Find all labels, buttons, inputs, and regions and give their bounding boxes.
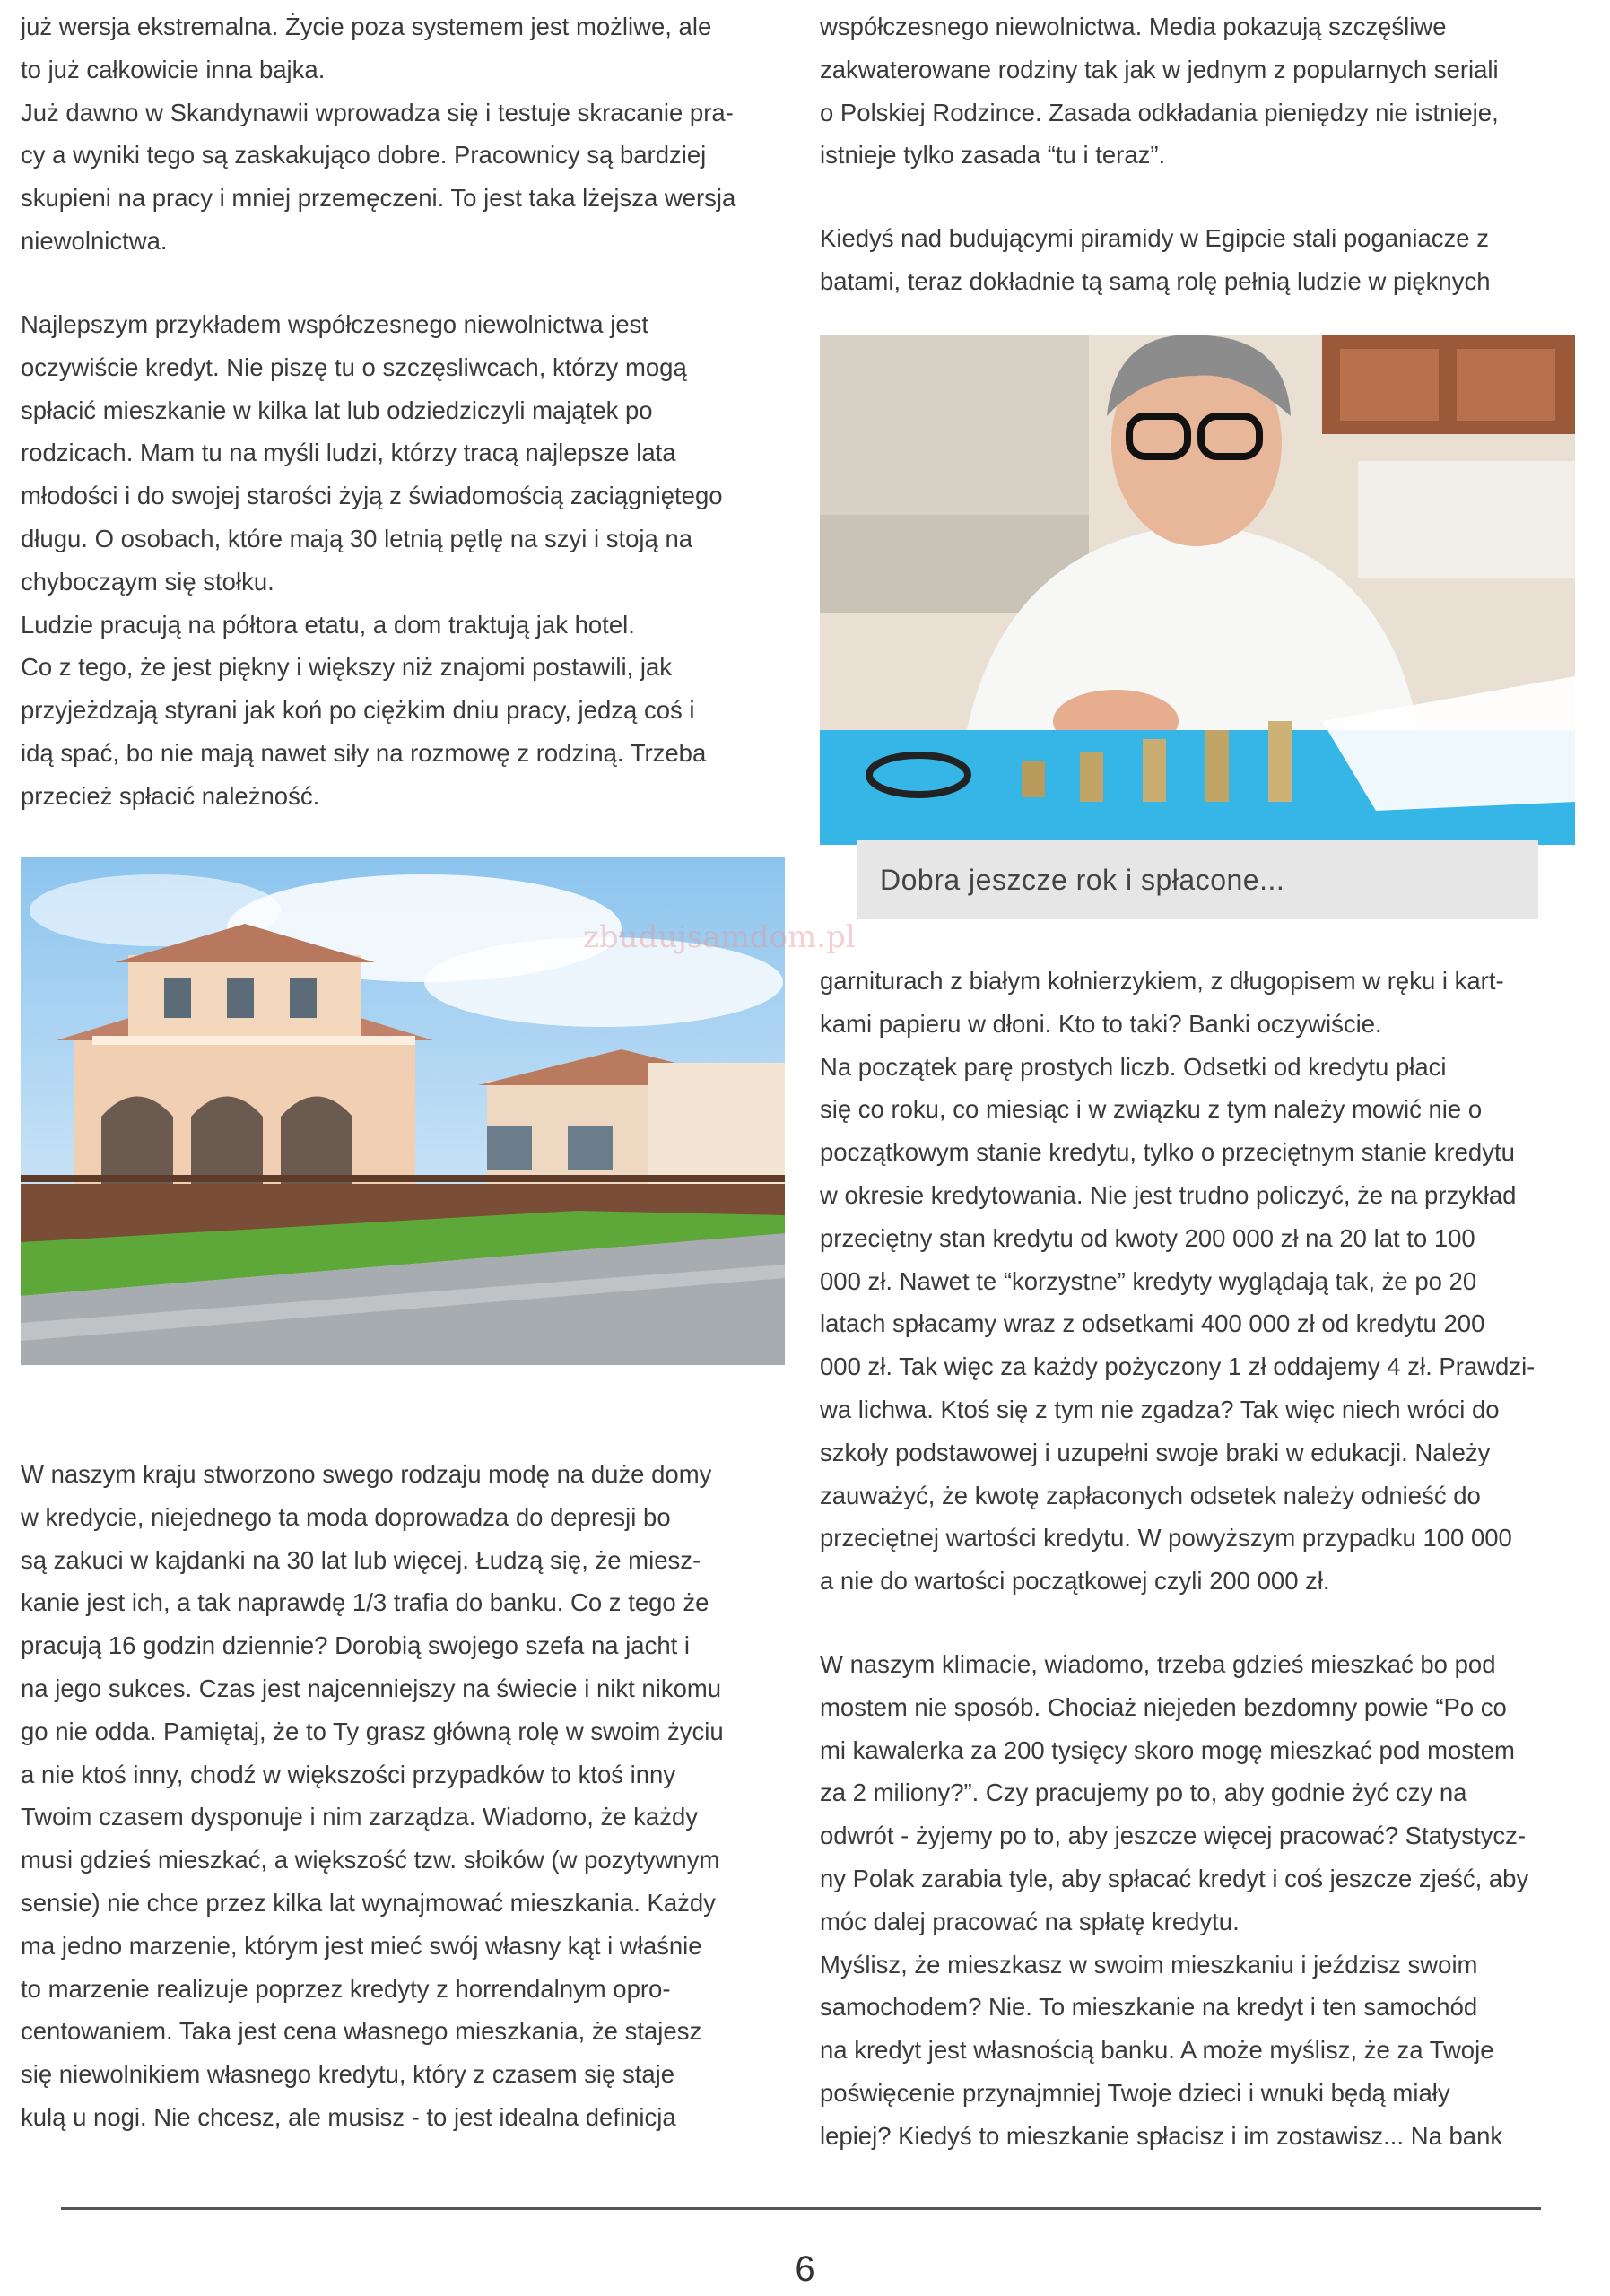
right-paragraph-1 xyxy=(820,5,1589,177)
text-line: na jego sukces. Czas jest najcenniejszy na świecie i nikt nikomu xyxy=(21,1674,722,1702)
photo-caption xyxy=(857,840,1538,919)
text-line: mostem nie sposób. Chociaż niejeden bezdomny powie “Po co xyxy=(820,1692,1507,1721)
text-line: się co roku, co miesiąc i w związku z tym należy mowić nie o xyxy=(820,1095,1483,1124)
text-line: spłacić mieszkanie w kilka lat lub odziedziczyli majątek po xyxy=(21,396,653,424)
text-line: to już całkowicie inna bajka. xyxy=(21,55,326,83)
text-line: młodości i do swojej starości żyją z świadomością zaciągniętego xyxy=(21,482,723,510)
text-line: mi kawalerka za 200 tysięcy skoro mogę mieszkać pod mostem xyxy=(820,1735,1515,1764)
text-line: przyjeżdzają styrani jak koń po ciężkim dniu pracy, jedzą coś i xyxy=(21,696,695,725)
text-line: cy a wyniki tego są zaskakująco dobre. Pracownicy są bardziej xyxy=(21,141,707,170)
text-line: 000 zł. Nawet te “korzystne” kredyty wyglądają tak, że po 20 xyxy=(820,1266,1477,1295)
text-line: kami papieru w dłoni. Kto to taki? Banki oczywiście. xyxy=(820,1009,1382,1038)
text-line: szkoły podstawowej i uzupełni swoje braki w edukacji. Należy xyxy=(820,1438,1491,1466)
left-paragraph-3 xyxy=(21,1453,788,2139)
text-line: kulą u nogi. Nie chcesz, ale musisz - to jest idealna definicja xyxy=(21,2102,676,2131)
paragraph-lines xyxy=(820,217,1589,303)
text-line: idą spać, bo nie mają nawet siły na rozmowę z rodziną. Trzeba xyxy=(21,738,707,767)
paragraph-lines xyxy=(21,303,788,818)
text-line: skupieni na pracy i mniej przemęczeni. To jest taka lżejsza wersja xyxy=(21,184,736,213)
page-number: 6 xyxy=(795,2249,815,2289)
text-line: zakwaterowane rodziny tak jak w jednym z popularnych seriali xyxy=(820,55,1499,83)
text-line: oczywiście kredyt. Nie piszę tu o szczęsliwcach, którzy mogą xyxy=(21,352,687,381)
right-paragraph-4 xyxy=(820,1643,1589,2158)
right-paragraph-3 xyxy=(820,960,1589,1603)
text-line: początkowym stanie kredytu, tylko o przeciętnym stanie kredytu xyxy=(820,1138,1515,1167)
text-line: samochodem? Nie. To mieszkanie na kredyt i ten samochód xyxy=(820,1993,1478,2022)
text-line: przeciętnej wartości kredytu. W powyższym przypadku 100 000 xyxy=(820,1524,1512,1552)
text-line: o Polskiej Rodzince. Zasada odkładania pieniędzy nie istnieje, xyxy=(820,98,1499,126)
text-line: W naszym klimacie, wiadomo, trzeba gdzieś mieszkać bo pod xyxy=(820,1650,1496,1678)
text-line: się niewolnikiem własnego kredytu, który z czasem się staje xyxy=(21,2060,675,2089)
text-line: odwrót - żyjemy po to, aby jeszcze więcej pracować? Statystycz- xyxy=(820,1822,1527,1850)
text-line: a nie ktoś inny, chodź w większości przypadków to ktoś inny xyxy=(21,1760,676,1788)
text-line: istnieje tylko zasada “tu i teraz”. xyxy=(820,141,1166,170)
text-line: garniturach z białym kołnierzykiem, z długopisem w ręku i kart- xyxy=(820,967,1504,995)
text-line: zauważyć, że kwotę zapłaconych odsetek należy odnieść do xyxy=(820,1481,1481,1509)
text-line: poświęcenie przynajmniej Twoje dzieci i wnuki będą miały xyxy=(820,2078,1450,2107)
text-line: Kiedyś nad budującymi piramidy w Egipcie stali poganiacze z xyxy=(820,224,1489,252)
text-line: Ludzie pracują na półtora etatu, a dom traktują jak hotel. xyxy=(21,610,635,639)
text-line: długu. O osobach, które mają 30 letnią pętlę na szyi i stoją na xyxy=(21,524,693,552)
text-line: przeciętny stan kredytu od kwoty 200 000 zł na 20 lat to 100 xyxy=(820,1223,1475,1252)
text-line: współczesnego niewolnictwa. Media pokazują szczęśliwe xyxy=(820,13,1447,40)
text-line: lepiej? Kiedyś to mieszkanie spłacisz i im zostawisz... Na bank xyxy=(820,2121,1503,2150)
text-line: ma jedno marzenie, którym jest mieć swój własny kąt i właśnie xyxy=(21,1931,702,1960)
text-line: chybocząym się stołku. xyxy=(21,567,274,596)
text-line: są zakuci w kajdanki na 30 lat lub więcej. Łudzą się, że miesz- xyxy=(21,1545,701,1574)
paragraph-lines xyxy=(820,1643,1589,2158)
text-line: Na początek parę prostych liczb. Odsetki od kredytu płaci xyxy=(820,1052,1447,1081)
text-line: sensie) nie chce przez kilka lat wynajmować mieszkania. Każdy xyxy=(21,1888,716,1917)
woman-counting-coins-photo xyxy=(820,335,1575,845)
paragraph-lines xyxy=(820,5,1589,177)
text-line: Twoim czasem dysponuje i nim zarządza. Wiadomo, że każdy xyxy=(21,1803,699,1831)
text-line: już wersja ekstremalna. Życie poza systemem jest możliwe, ale xyxy=(21,13,712,40)
text-line: Najlepszym przykładem współczesnego niewolnictwa jest xyxy=(21,310,649,338)
text-line: w okresie kredytowania. Nie jest trudno policzyć, że na przykład xyxy=(820,1180,1517,1209)
paragraph-lines xyxy=(21,5,788,263)
footer-divider xyxy=(61,2207,1541,2210)
text-line: ny Polak zarabia tyle, aby spłacać kredyt i coś jeszcze zjeść, aby xyxy=(820,1864,1529,1892)
text-line: musi gdzieś mieszkać, a większość tzw. słoików (w pozytywnym xyxy=(21,1846,720,1874)
left-paragraph-1 xyxy=(21,5,788,263)
text-line: centowaniem. Taka jest cena własnego mieszkania, że stajesz xyxy=(21,2017,702,2046)
text-line: rodzicach. Mam tu na myśli ludzi, którzy tracą najlepsze lata xyxy=(21,439,676,467)
text-line: niewolnictwa. xyxy=(21,226,168,255)
right-paragraph-2 xyxy=(820,217,1589,303)
text-line: wa lichwa. Ktoś się z tym nie zgadza? Tak więc niech wróci do xyxy=(820,1395,1500,1423)
text-line: kanie jest ich, a tak naprawdę 1/3 trafia do banku. Co z tego że xyxy=(21,1588,709,1617)
text-line: Myślisz, że mieszkasz w swoim mieszkaniu i jeździsz swoim xyxy=(820,1950,1478,1979)
text-line: w kredycie, niejednego ta moda doprowadza do depresji bo xyxy=(21,1502,671,1531)
paragraph-lines xyxy=(21,1453,788,2139)
text-line: pracują 16 godzin dziennie? Dorobią swojego szefa na jacht i xyxy=(21,1631,691,1660)
text-line: go nie odda. Pamiętaj, że to Ty grasz główną rolę w swoim życiu xyxy=(21,1717,724,1745)
text-line: Już dawno w Skandynawii wprowadza się i testuje skracanie pra- xyxy=(21,98,734,126)
text-line: przecież spłacić należność. xyxy=(21,781,320,810)
text-line: latach spłacamy wraz z odsetkami 400 000 zł od kredytu 200 xyxy=(820,1309,1485,1338)
woman-illustration xyxy=(820,335,1575,845)
watermark: zbudujsamdom.pl xyxy=(583,919,856,955)
text-line: móc dalej pracować na spłatę kredytu. xyxy=(820,1907,1240,1935)
text-line: za 2 miliony?”. Czy pracujemy po to, aby godnie żyć czy na xyxy=(820,1779,1467,1807)
text-line: batami, teraz dokładnie tą samą rolę pełnią ludzie w pięknych xyxy=(820,266,1491,295)
caption-text: Dobra jeszcze rok i spłacone... xyxy=(880,863,1285,896)
text-line: Co z tego, że jest piękny i większy niż znajomi postawili, jak xyxy=(21,653,672,682)
text-line: a nie do wartości początkowej czyli 200 000 zł. xyxy=(820,1567,1330,1596)
text-line: W naszym kraju stworzono swego rodzaju modę na duże domy xyxy=(21,1460,712,1488)
paragraph-lines xyxy=(820,960,1589,1603)
text-line: 000 zł. Tak więc za każdy pożyczony 1 zł oddajemy 4 zł. Prawdzi- xyxy=(820,1352,1536,1381)
text-line: to marzenie realizuje poprzez kredyty z horrendalnym opro- xyxy=(21,1974,671,2003)
text-line: na kredyt jest własnością banku. A może myślisz, że za Twoje xyxy=(820,2036,1494,2065)
left-paragraph-2 xyxy=(21,303,788,818)
